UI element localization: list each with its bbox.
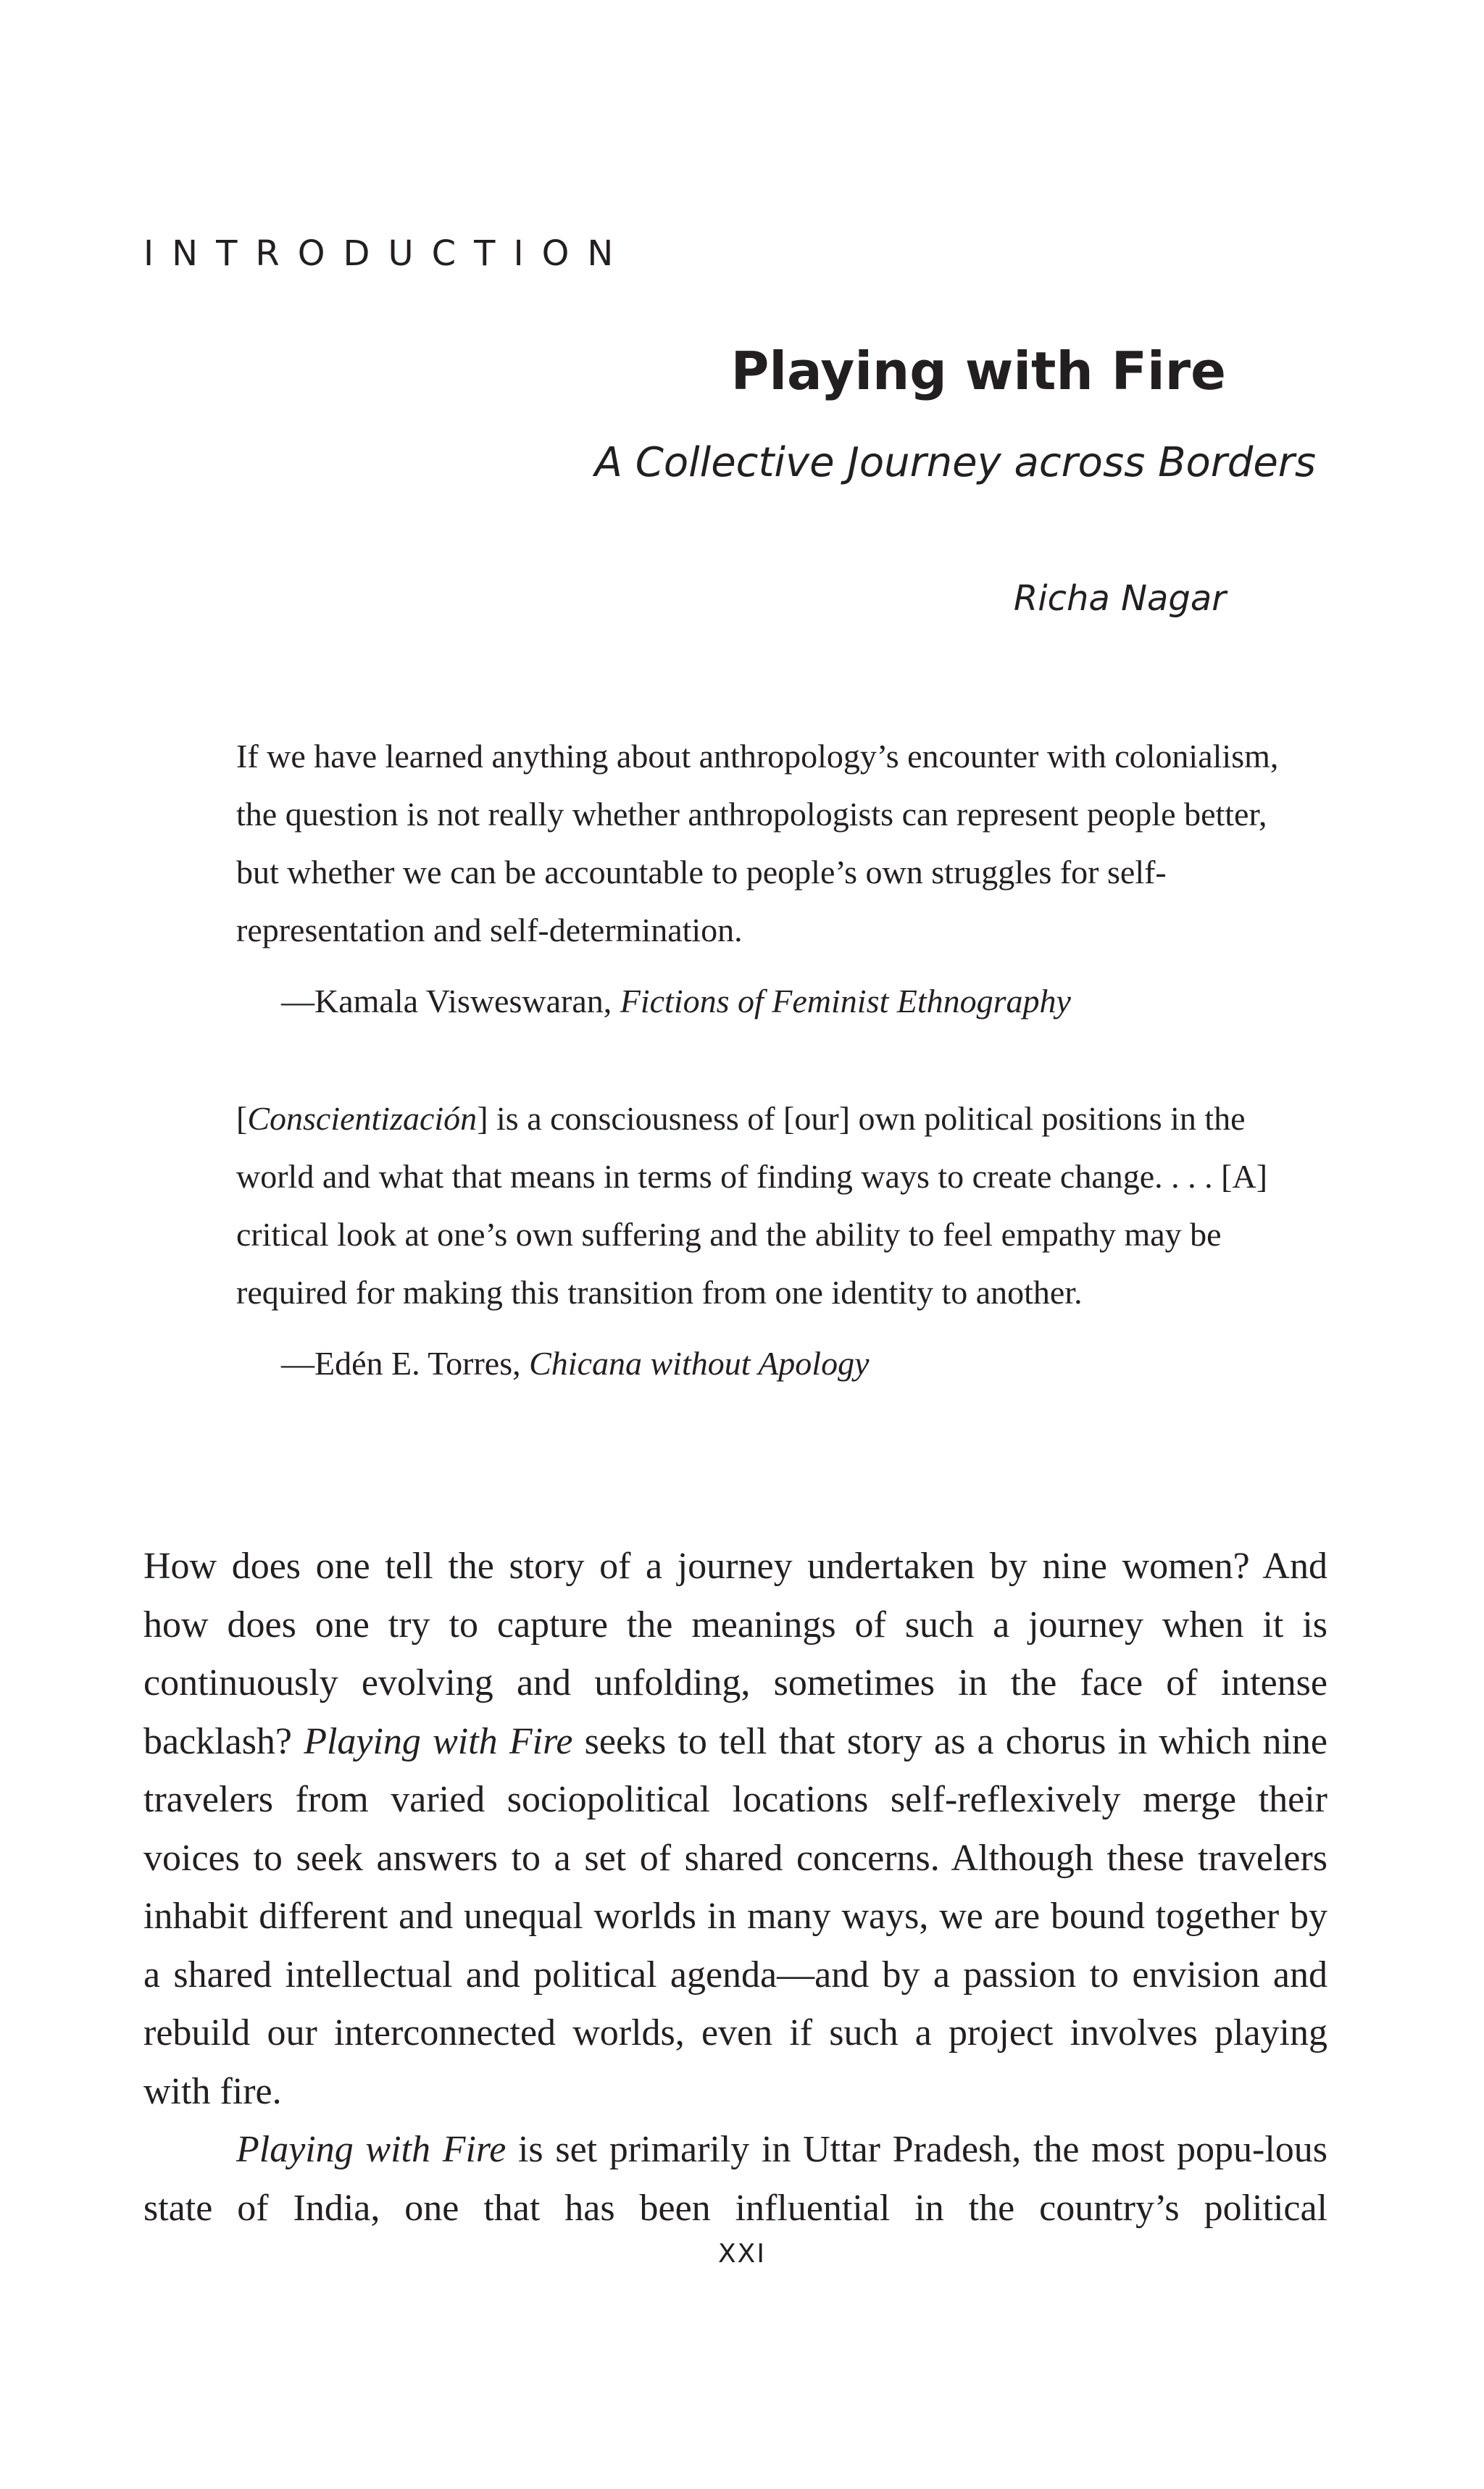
book-title-italic: Playing with Fire bbox=[236, 2129, 507, 2170]
epigraph-attribution-author: —Edén E. Torres, bbox=[281, 1345, 530, 1382]
chapter-author: Richa Nagar bbox=[1013, 578, 1226, 619]
body-text-run: How does one tell the story of a journey undertaken by nine women? And how does one try to capture the meanings of such a journey when it is continuously evolving and unfolding, sometimes in the face of intense backlash? bbox=[143, 1546, 1327, 1762]
page-number: XXI bbox=[718, 2239, 766, 2269]
epigraph-attribution bbox=[236, 1335, 1309, 1393]
body-text-run: is set primarily in Uttar Pradesh, the most popu-lous state of India, one that has been influential in the country’s political bbox=[143, 2129, 1328, 2229]
chapter-label: INTRODUCTION bbox=[143, 233, 632, 274]
epigraph-source-title: Chicana without Apology bbox=[529, 1345, 870, 1382]
epigraph-quote-term: Conscientización bbox=[247, 1100, 478, 1137]
epigraph-quote bbox=[236, 1090, 1309, 1322]
body-paragraph bbox=[143, 1538, 1327, 2121]
book-title-italic: Playing with Fire bbox=[304, 1720, 573, 1762]
epigraph-quote: If we have learned anything about anthropology’s encounter with colonialism, the question is not really whether anthropologists can represent people better, but whether we can be accountable to people’s own struggles for self-representation and self-determination. bbox=[236, 738, 1279, 949]
body-text bbox=[143, 1538, 1327, 2238]
chapter-subtitle: A Collective Journey across Borders bbox=[594, 439, 1316, 486]
chapter-title: Playing with Fire bbox=[730, 341, 1226, 401]
epigraph-attribution-author: —Kamala Visweswaran, bbox=[281, 983, 620, 1020]
epigraph-attribution bbox=[236, 972, 1309, 1030]
epigraph-source-title: Fictions of Feminist Ethnography bbox=[620, 983, 1071, 1020]
body-paragraph bbox=[143, 2121, 1327, 2238]
epigraph bbox=[236, 1090, 1309, 1393]
epigraph bbox=[236, 727, 1309, 1030]
epigraph-quote-open: [ bbox=[236, 1100, 248, 1137]
epigraph-quote-rest: ] is a consciousness of [our] own political positions in the world and what that means in terms of finding ways to create change. . . . [A] critical look at one’s own suffering and the ability to feel empathy may be required for making this transition from one identity to another. bbox=[236, 1100, 1268, 1311]
body-text-run: seeks to tell that story as a chorus in which nine travelers from varied sociopolitical locations self-reflexively merge their voices to seek answers to a set of shared concerns. Although these travelers inhabit different and unequal worlds in many ways, we are bound together by a shared intellectual and political agenda—and by a passion to envision and rebuild our interconnected worlds, even if such a project involves playing with fire. bbox=[143, 1720, 1327, 2112]
